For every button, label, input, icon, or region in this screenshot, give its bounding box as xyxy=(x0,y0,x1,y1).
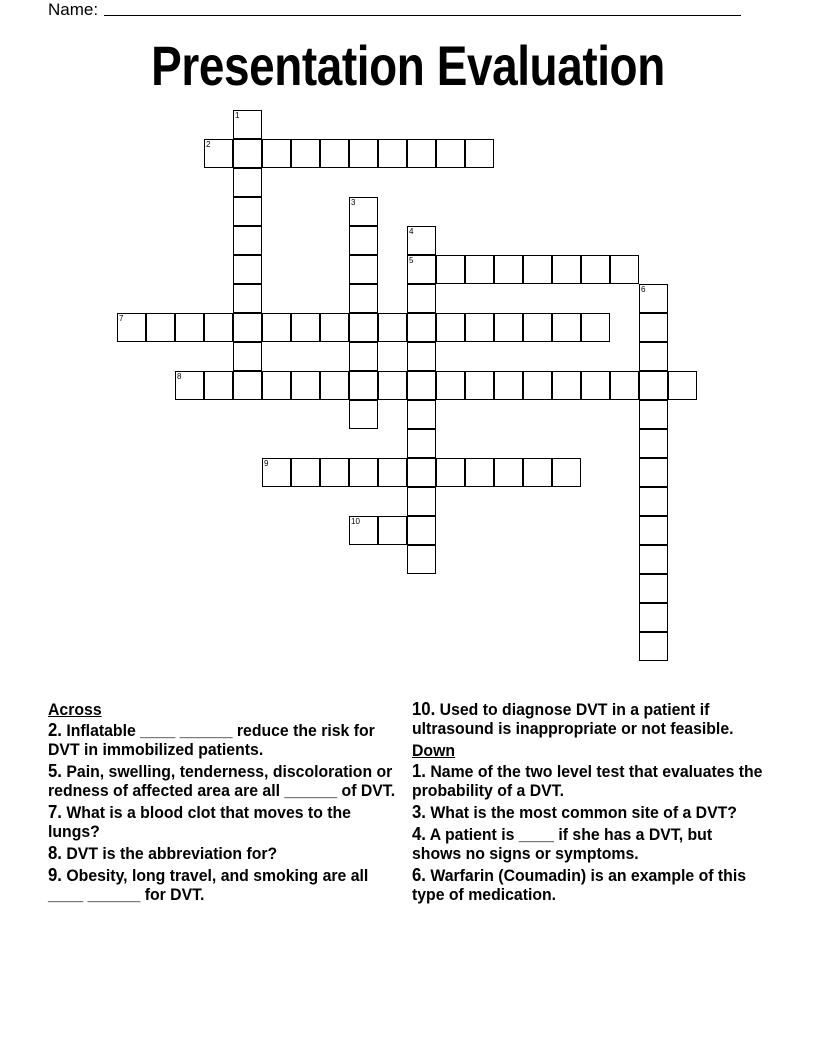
across-heading: Across xyxy=(48,700,102,719)
clue-across-10: 10. Used to diagnose DVT in a patient if ultrasound is inappropriate or not feasible. xyxy=(412,699,734,738)
crossword-cell[interactable] xyxy=(494,371,523,400)
clue-down-6: 6. Warfarin (Coumadin) is an example of this type of medication. xyxy=(412,865,747,904)
crossword-cell[interactable] xyxy=(378,139,407,168)
crossword-cell[interactable] xyxy=(552,255,581,284)
crossword-cell[interactable] xyxy=(233,371,262,400)
clue-across-7: 7. What is a blood clot that moves to the lungs? xyxy=(48,802,351,841)
crossword-cell[interactable] xyxy=(407,545,436,574)
crossword-cell[interactable] xyxy=(639,487,668,516)
crossword-cell[interactable] xyxy=(204,371,233,400)
cell-number: 6 xyxy=(641,285,646,294)
crossword-cell[interactable] xyxy=(233,226,262,255)
crossword-cell[interactable] xyxy=(378,458,407,487)
crossword-cell[interactable] xyxy=(639,371,668,400)
crossword-cell[interactable] xyxy=(523,255,552,284)
crossword-cell[interactable] xyxy=(349,313,378,342)
crossword-cell[interactable] xyxy=(436,313,465,342)
crossword-cell[interactable] xyxy=(407,516,436,545)
crossword-cell[interactable] xyxy=(639,603,668,632)
crossword-cell[interactable] xyxy=(349,226,378,255)
crossword-cell[interactable] xyxy=(639,313,668,342)
crossword-cell[interactable] xyxy=(407,313,436,342)
crossword-cell[interactable] xyxy=(639,574,668,603)
crossword-cell[interactable] xyxy=(233,168,262,197)
crossword-cell[interactable] xyxy=(291,371,320,400)
clues-column-left xyxy=(48,700,398,907)
crossword-cell[interactable] xyxy=(204,313,233,342)
crossword-cell[interactable] xyxy=(233,255,262,284)
crossword-cell[interactable] xyxy=(465,313,494,342)
crossword-cell[interactable] xyxy=(291,139,320,168)
crossword-cell[interactable] xyxy=(523,371,552,400)
crossword-cell[interactable] xyxy=(320,458,349,487)
across-clue-list xyxy=(48,721,401,904)
crossword-cell[interactable] xyxy=(262,313,291,342)
clue-across-5: 5. Pain, swelling, tenderness, discoloration or redness of affected area are all ______ of DVT. xyxy=(48,761,396,800)
crossword-cell[interactable] xyxy=(407,255,436,284)
crossword-cell[interactable] xyxy=(639,342,668,371)
crossword-cell[interactable] xyxy=(668,371,697,400)
crossword-cell[interactable] xyxy=(175,371,204,400)
crossword-cell[interactable] xyxy=(465,458,494,487)
cell-number: 2 xyxy=(206,140,211,149)
crossword-cell[interactable] xyxy=(494,313,523,342)
crossword-cell[interactable] xyxy=(349,516,378,545)
cell-number: 1 xyxy=(235,111,240,120)
crossword-cell[interactable] xyxy=(494,458,523,487)
cell-number: 4 xyxy=(409,227,414,236)
crossword-cell[interactable] xyxy=(436,255,465,284)
crossword-cell[interactable] xyxy=(349,400,378,429)
crossword-cell[interactable] xyxy=(262,139,291,168)
crossword-cell[interactable] xyxy=(552,313,581,342)
crossword-cell[interactable] xyxy=(407,400,436,429)
crossword-cell[interactable] xyxy=(233,342,262,371)
cell-number: 5 xyxy=(409,256,414,265)
crossword-cell[interactable] xyxy=(320,139,349,168)
crossword-cell[interactable] xyxy=(407,226,436,255)
crossword-cell[interactable] xyxy=(378,371,407,400)
cell-number: 3 xyxy=(351,198,356,207)
crossword-cell[interactable] xyxy=(523,458,552,487)
cell-number: 8 xyxy=(177,372,182,381)
crossword-cell[interactable] xyxy=(349,197,378,226)
crossword-cell[interactable] xyxy=(639,284,668,313)
crossword-cell[interactable] xyxy=(349,342,378,371)
crossword-cell[interactable] xyxy=(233,139,262,168)
crossword-cell[interactable] xyxy=(349,139,378,168)
crossword-cell[interactable] xyxy=(146,313,175,342)
clue-down-1: 1. Name of the two level test that evaluates the probability of a DVT. xyxy=(412,761,763,800)
down-clue-list xyxy=(412,762,765,904)
page-title: Presentation Evaluation xyxy=(151,34,665,97)
crossword-cell[interactable] xyxy=(117,313,146,342)
cell-number: 10 xyxy=(351,517,360,526)
crossword-cell[interactable] xyxy=(407,458,436,487)
crossword-cell[interactable] xyxy=(349,371,378,400)
crossword-cell[interactable] xyxy=(552,458,581,487)
crossword-cell[interactable] xyxy=(262,371,291,400)
crossword-cell[interactable] xyxy=(349,255,378,284)
crossword-cell[interactable] xyxy=(320,313,349,342)
crossword-cell[interactable] xyxy=(436,139,465,168)
crossword-cell[interactable] xyxy=(175,313,204,342)
crossword-cell[interactable] xyxy=(639,429,668,458)
crossword-cell[interactable] xyxy=(465,371,494,400)
crossword-cell[interactable] xyxy=(407,342,436,371)
crossword-cell[interactable] xyxy=(581,313,610,342)
crossword-cell[interactable] xyxy=(291,458,320,487)
crossword-cell[interactable] xyxy=(610,255,639,284)
crossword-cell[interactable] xyxy=(349,284,378,313)
clue-across-8: 8. DVT is the abbreviation for? xyxy=(48,843,278,863)
crossword-cell[interactable] xyxy=(494,255,523,284)
crossword-cell[interactable] xyxy=(639,632,668,661)
crossword-cell[interactable] xyxy=(233,110,262,139)
crossword-cell[interactable] xyxy=(320,371,349,400)
crossword-cell[interactable] xyxy=(465,139,494,168)
crossword-cell[interactable] xyxy=(436,458,465,487)
crossword-cell[interactable] xyxy=(436,371,465,400)
crossword-cell[interactable] xyxy=(407,487,436,516)
crossword-cell[interactable] xyxy=(262,458,291,487)
clues-column-right xyxy=(412,700,762,907)
crossword-cell[interactable] xyxy=(639,458,668,487)
crossword-cell[interactable] xyxy=(349,458,378,487)
name-label: Name: xyxy=(48,0,99,19)
crossword-cell[interactable] xyxy=(581,255,610,284)
down-heading: Down xyxy=(412,741,456,760)
cell-number: 7 xyxy=(119,314,124,323)
crossword-cell[interactable] xyxy=(639,400,668,429)
crossword-cell[interactable] xyxy=(233,313,262,342)
crossword-cell[interactable] xyxy=(407,429,436,458)
crossword-cell[interactable] xyxy=(639,545,668,574)
crossword-cell[interactable] xyxy=(610,371,639,400)
clue-down-4: 4. A patient is ____ if she has a DVT, but shows no signs or symptoms. xyxy=(412,824,713,863)
clue-down-3: 3. What is the most common site of a DVT? xyxy=(412,802,737,822)
crossword-cell[interactable] xyxy=(378,516,407,545)
clue-across-9: 9. Obesity, long travel, and smoking are all ____ ______ for DVT. xyxy=(48,865,369,904)
crossword-cell[interactable] xyxy=(407,284,436,313)
crossword-cell[interactable] xyxy=(378,313,407,342)
crossword-cell[interactable] xyxy=(523,313,552,342)
crossword-cell[interactable] xyxy=(204,139,233,168)
crossword-cell[interactable] xyxy=(639,516,668,545)
crossword-cell[interactable] xyxy=(465,255,494,284)
cell-number: 9 xyxy=(264,459,269,468)
crossword-cell[interactable] xyxy=(407,371,436,400)
crossword-cell[interactable] xyxy=(407,139,436,168)
crossword-cell[interactable] xyxy=(552,371,581,400)
crossword-cell[interactable] xyxy=(581,371,610,400)
crossword-cell[interactable] xyxy=(233,284,262,313)
crossword-cell[interactable] xyxy=(233,197,262,226)
clue-across-2: 2. Inflatable ____ ______ reduce the risk for DVT in immobilized patients. xyxy=(48,720,375,759)
crossword-cell[interactable] xyxy=(291,313,320,342)
